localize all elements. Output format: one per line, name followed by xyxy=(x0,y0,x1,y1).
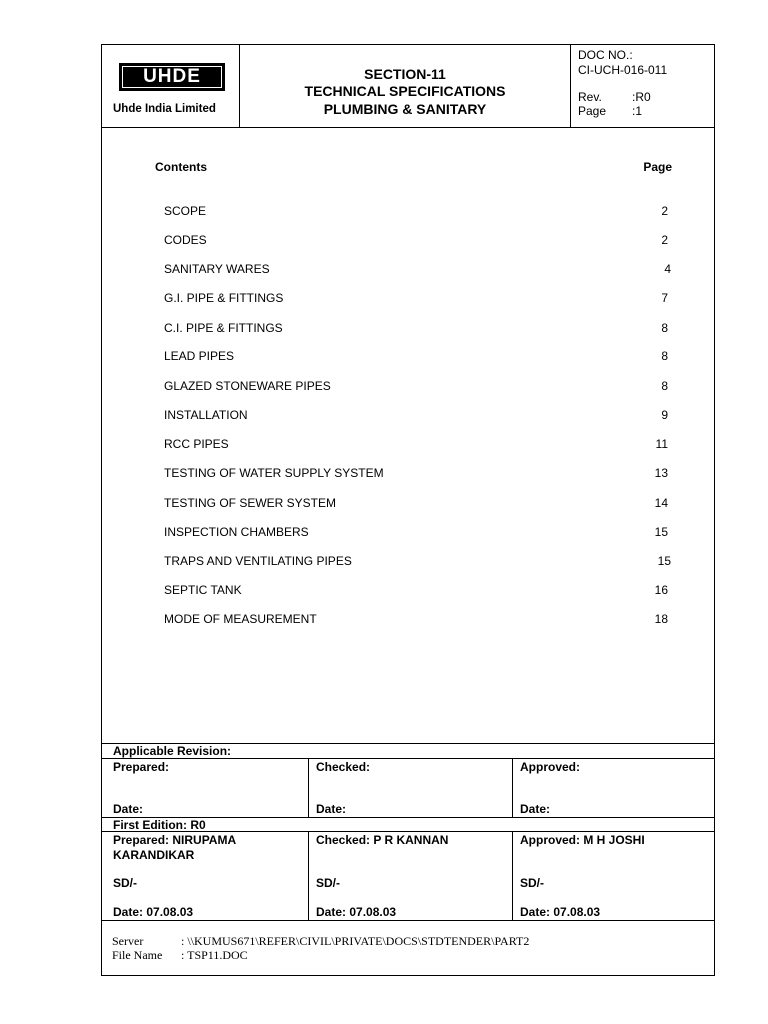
toc-item-title: CODES xyxy=(164,233,207,247)
first-edition-col-divider-2 xyxy=(512,831,513,920)
toc-item-title: G.I. PIPE & FITTINGS xyxy=(164,291,284,305)
footer-top-rule xyxy=(101,920,715,921)
toc-item-title: C.I. PIPE & FITTINGS xyxy=(164,321,283,335)
toc-item-page: 8 xyxy=(661,349,668,363)
logo-text: UHDE xyxy=(122,66,222,88)
toc-item-page: 18 xyxy=(654,612,668,626)
rev-value: :R0 xyxy=(632,90,651,104)
revision-prepared-date: Date: xyxy=(113,802,144,816)
toc-item-page: 8 xyxy=(661,321,668,335)
toc-item-title: TRAPS AND VENTILATING PIPES xyxy=(164,554,352,568)
toc-item-page: 8 xyxy=(661,379,668,393)
revision-header-rule xyxy=(101,758,715,759)
spec-title: TECHNICAL SPECIFICATIONS xyxy=(304,83,506,99)
first-edition-col-divider-1 xyxy=(308,831,309,920)
first-edition-prepared-name: KARANDIKAR xyxy=(113,848,195,862)
toc-item-page: 13 xyxy=(654,466,668,480)
first-edition-prepared: Prepared: NIRUPAMA xyxy=(113,833,237,847)
revision-col-divider-2 xyxy=(512,758,513,817)
checked-date: Date: 07.08.03 xyxy=(316,905,397,919)
toc-item-title: GLAZED STONEWARE PIPES xyxy=(164,379,331,393)
rev-label: Rev. xyxy=(578,90,602,104)
toc-item-page: 2 xyxy=(661,233,668,247)
toc-item-page: 9 xyxy=(661,408,668,422)
revision-checked-label: Checked: xyxy=(316,760,371,774)
section-title: SECTION-11 xyxy=(364,66,446,82)
doc-no-value: CI-UCH-016-011 xyxy=(578,63,668,77)
prepared-date: Date: 07.08.03 xyxy=(113,905,194,919)
toc-item-title: SCOPE xyxy=(164,204,207,218)
toc-item-page: 16 xyxy=(654,583,668,597)
prepared-signature: SD/- xyxy=(113,876,137,890)
toc-item-page: 4 xyxy=(664,262,671,276)
toc-item-page: 15 xyxy=(657,554,671,568)
toc-item-title: TESTING OF WATER SUPPLY SYSTEM xyxy=(164,466,384,480)
page-label: Page xyxy=(578,104,607,118)
page-heading: Page xyxy=(643,160,672,174)
toc-item-page: 7 xyxy=(661,291,668,305)
toc-item-title: TESTING OF SEWER SYSTEM xyxy=(164,496,337,510)
approved-date: Date: 07.08.03 xyxy=(520,905,601,919)
first-edition-label: First Edition: R0 xyxy=(113,818,206,832)
revision-col-divider-1 xyxy=(308,758,309,817)
toc-item-title: MODE OF MEASUREMENT xyxy=(164,612,317,626)
subject-title: PLUMBING & SANITARY xyxy=(323,101,487,117)
toc-item-page: 2 xyxy=(661,204,668,218)
company-name: Uhde India Limited xyxy=(113,103,216,115)
approved-signature: SD/- xyxy=(520,876,544,890)
toc-item-title: INSTALLATION xyxy=(164,408,248,422)
page-value: :1 xyxy=(632,104,643,118)
toc-item-title: LEAD PIPES xyxy=(164,349,235,363)
toc-item-page: 14 xyxy=(654,496,668,510)
revision-approved-label: Approved: xyxy=(520,760,580,774)
contents-heading: Contents xyxy=(155,160,207,174)
server-label: Server xyxy=(112,934,144,948)
first-edition-approved: Approved: M H JOSHI xyxy=(520,833,645,847)
first-edition-checked: Checked: P R KANNAN xyxy=(316,833,449,847)
toc-item-title: INSPECTION CHAMBERS xyxy=(164,525,309,539)
revision-checked-date: Date: xyxy=(316,802,347,816)
file-name-label: File Name xyxy=(112,948,163,962)
toc-item-title: SANITARY WARES xyxy=(164,262,270,276)
toc-item-page: 11 xyxy=(655,437,668,451)
revision-prepared-label: Prepared: xyxy=(113,760,170,774)
revision-approved-date: Date: xyxy=(520,802,551,816)
checked-signature: SD/- xyxy=(316,876,340,890)
file-name-value: : TSP11.DOC xyxy=(181,948,248,962)
applicable-revision-label: Applicable Revision: xyxy=(113,744,232,758)
doc-no-label: DOC NO.: xyxy=(578,48,633,62)
toc-item-title: RCC PIPES xyxy=(164,437,229,451)
toc-item-title: SEPTIC TANK xyxy=(164,583,242,597)
server-path: : \\KUMUS671\REFER\CIVIL\PRIVATE\DOCS\STDTENDER\PART2 xyxy=(181,934,530,948)
toc-item-page: 15 xyxy=(654,525,668,539)
header-bottom-rule xyxy=(101,127,715,128)
uhde-logo xyxy=(119,63,225,91)
